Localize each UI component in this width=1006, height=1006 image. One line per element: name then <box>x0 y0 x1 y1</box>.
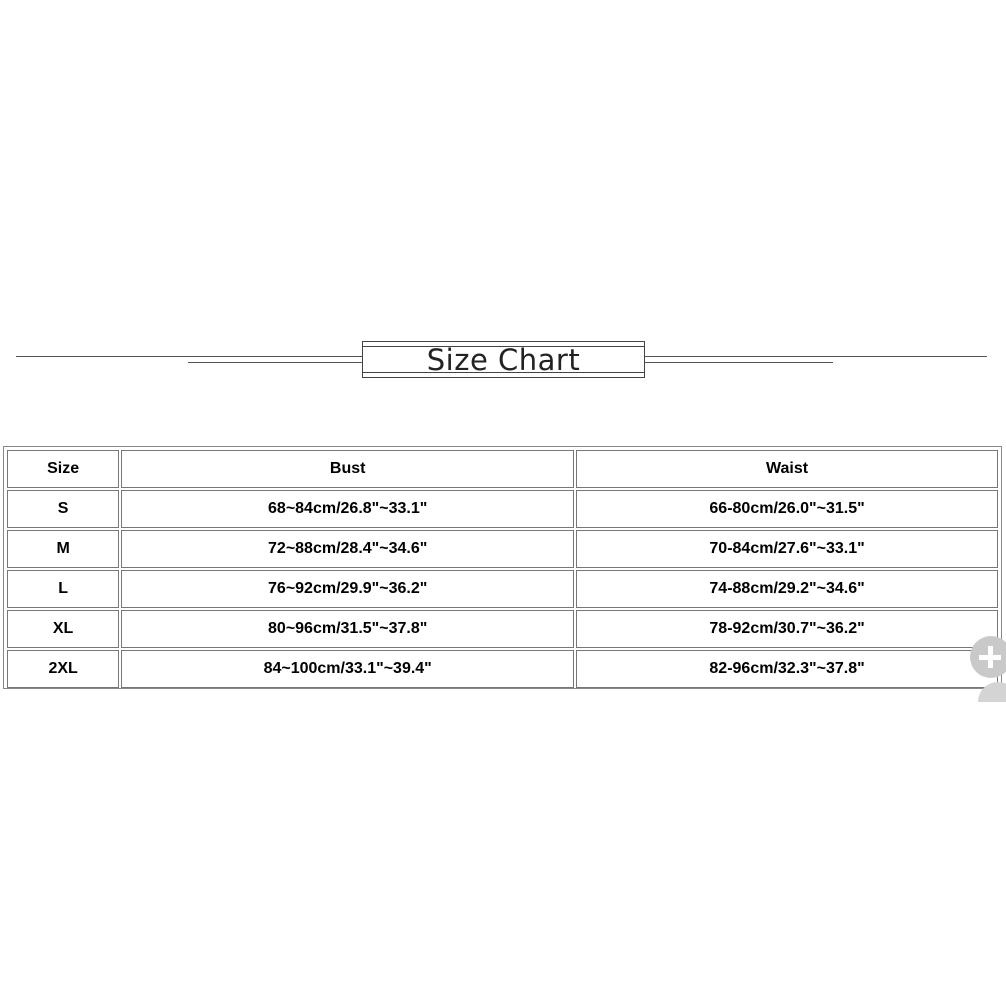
cell-waist: 70-84cm/27.6"~33.1" <box>576 530 998 568</box>
zoom-in-icon[interactable] <box>970 636 1006 678</box>
title-rule-left-outer <box>16 356 362 357</box>
cell-size: S <box>7 490 119 528</box>
table-row <box>7 530 998 568</box>
table-row <box>7 570 998 608</box>
cell-waist: 82-96cm/32.3"~37.8" <box>576 650 998 688</box>
title-rule-left-inner <box>188 362 362 363</box>
header-size: Size <box>7 450 119 488</box>
title-rule-right-inner <box>645 362 833 363</box>
cell-bust: 68~84cm/26.8"~33.1" <box>121 490 574 528</box>
cell-size: 2XL <box>7 650 119 688</box>
table-row <box>7 610 998 648</box>
header-waist: Waist <box>576 450 998 488</box>
cell-bust: 72~88cm/28.4"~34.6" <box>121 530 574 568</box>
title-banner <box>362 341 645 378</box>
cell-size: XL <box>7 610 119 648</box>
size-table-frame <box>3 446 1002 689</box>
size-table <box>5 448 1000 690</box>
cell-bust: 76~92cm/29.9"~36.2" <box>121 570 574 608</box>
cell-waist: 66-80cm/26.0"~31.5" <box>576 490 998 528</box>
header-bust: Bust <box>121 450 574 488</box>
table-row <box>7 490 998 528</box>
cell-bust: 80~96cm/31.5"~37.8" <box>121 610 574 648</box>
table-row <box>7 650 998 688</box>
table-header-row <box>7 450 998 488</box>
cell-bust: 84~100cm/33.1"~39.4" <box>121 650 574 688</box>
cell-waist: 78-92cm/30.7"~36.2" <box>576 610 998 648</box>
cell-waist: 74-88cm/29.2"~34.6" <box>576 570 998 608</box>
page-title: Size Chart <box>426 342 581 377</box>
cell-size: M <box>7 530 119 568</box>
title-rule-right-outer <box>645 356 987 357</box>
cell-size: L <box>7 570 119 608</box>
